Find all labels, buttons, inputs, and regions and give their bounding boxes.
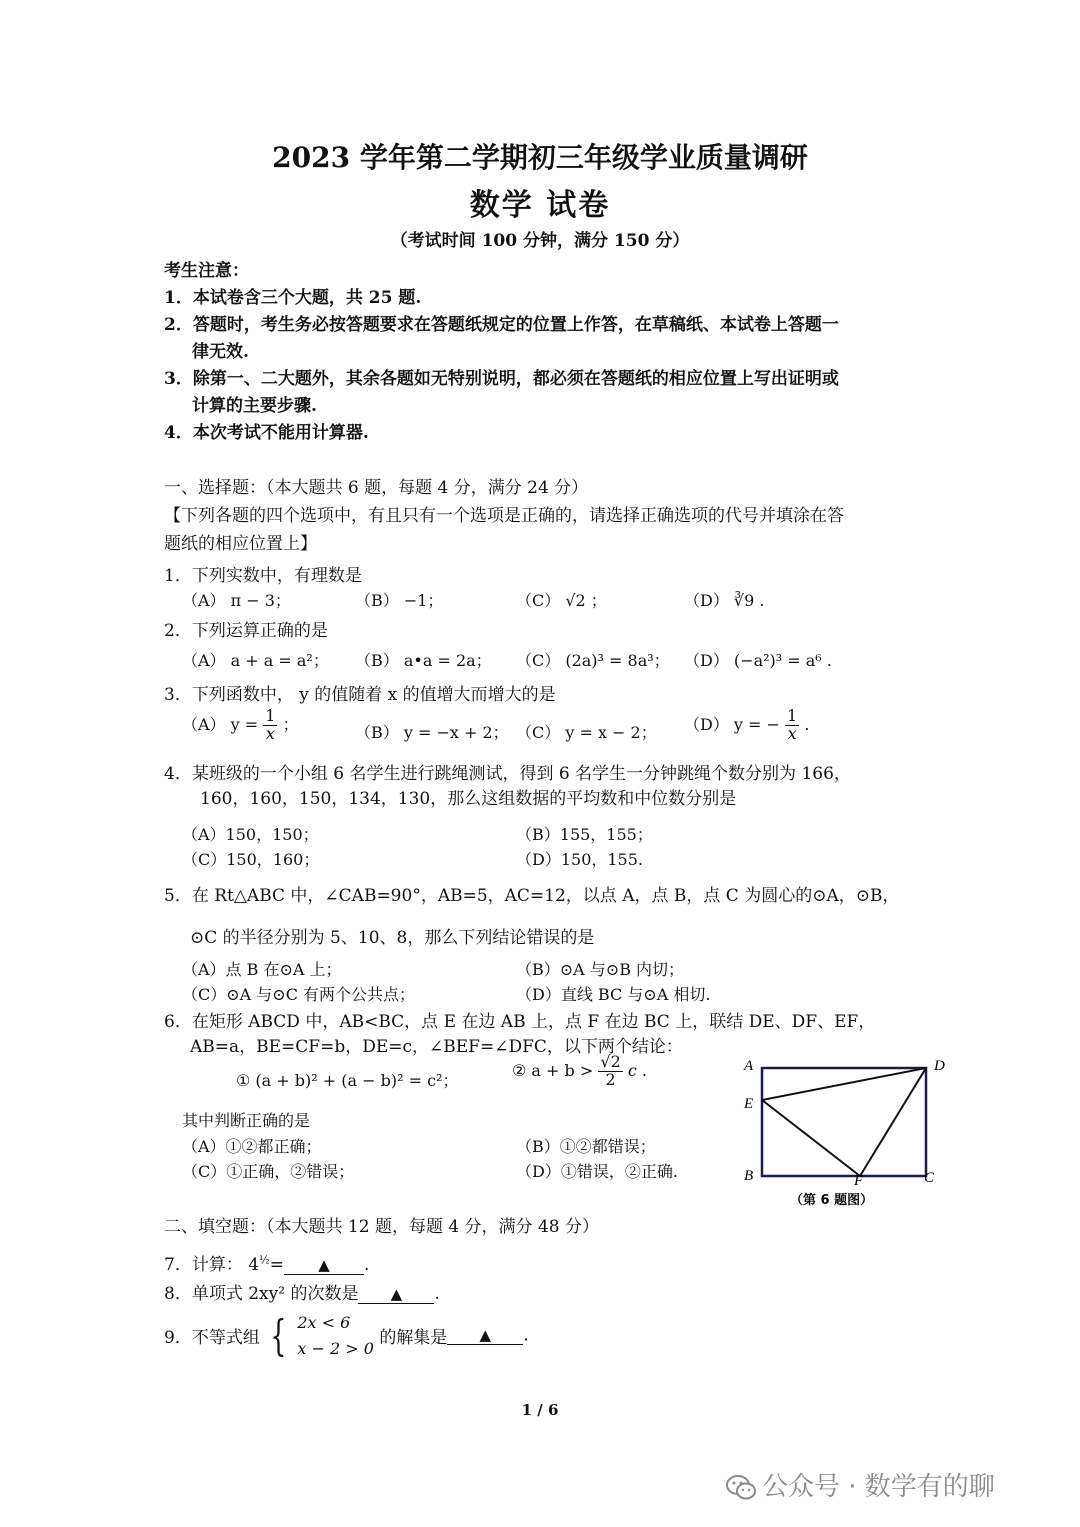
q3-option-d [684, 708, 809, 743]
page-number: 1 / 6 [521, 1401, 559, 1419]
q6-conclusion-2-fraction [598, 1054, 622, 1089]
q8-answer-blank[interactable]: ▲ [358, 1285, 434, 1304]
q3-option-b: （B） y = −x + 2； [355, 723, 509, 742]
page-title: 2023 学年第二学期初三年级学业质量调研 [272, 141, 808, 174]
q6-option-c: （C）①正确，②错误； [182, 1162, 355, 1181]
q1-option-a: （A） π − 3； [182, 591, 291, 610]
q4-stem-2: 160，160，150，134，130，那么这组数据的平均数和中位数分别是 [200, 789, 737, 809]
watermark [726, 1466, 995, 1503]
q3-option-a-fraction [263, 708, 277, 743]
q8 [164, 1279, 440, 1304]
q8-end: . [434, 1284, 440, 1304]
q4-option-a: （A）150，150； [182, 825, 319, 844]
section1-instruction-1: 【下列各题的四个选项中，有且只有一个选项是正确的，请选择正确选项的代号并填涂在答 [164, 506, 844, 526]
q6-conclusion-2-post: c . [627, 1060, 647, 1080]
q3-stem: 3．下列函数中， y 的值随着 x 的值增大而增大的是 [164, 685, 556, 705]
q4-option-c: （C）150，160； [182, 850, 320, 869]
notice-item-3: 3．除第一、二大题外，其余各题如无特别说明，都必须在答题纸的相应位置上写出证明或 [164, 369, 839, 389]
q6-conclusion-2-denominator: 2 [605, 1069, 616, 1089]
section1-heading: 一、选择题：（本大题共 6 题，每题 4 分，满分 24 分） [164, 478, 589, 498]
q5-option-a: （A）点 B 在⊙A 上； [182, 960, 342, 979]
q3-option-a-numerator: 1 [265, 706, 276, 725]
notice-heading: 考生注意： [164, 261, 249, 281]
q1-option-c: （C） √2 ； [516, 591, 607, 610]
q9-pre: 9．不等式组 [164, 1328, 260, 1349]
notice-item-2: 2．答题时，考生务必按答题要求在答题纸规定的位置上作答，在草稿纸、本试卷上答题一 [164, 315, 839, 335]
q7 [164, 1250, 369, 1275]
q3-option-a-denominator: x [265, 723, 275, 743]
q7-equals: = [269, 1255, 284, 1275]
q6-label-f: F [854, 1173, 864, 1189]
q6-label-d: D [934, 1058, 945, 1074]
q6-option-b: （B）①②都错误； [516, 1137, 656, 1156]
q6-label-c: C [924, 1170, 935, 1186]
q2-option-c: （C） (2a)³ = 8a³； [516, 651, 670, 670]
q9-brace: { [270, 1310, 287, 1360]
q3-option-d-numerator: 1 [787, 706, 798, 725]
watermark-text: 公众号 · 数学有的聊 [762, 1472, 995, 1502]
q2-stem: 2．下列运算正确的是 [164, 621, 328, 641]
q3-option-d-post: . [804, 714, 810, 734]
q3-option-c: （C） y = x − 2； [516, 723, 657, 742]
q6-judge: 其中判断正确的是 [182, 1111, 311, 1130]
q7-end: . [363, 1255, 370, 1275]
q7-exponent: ½ [259, 1253, 270, 1267]
q9-inequality-1: 2x < 6 [297, 1313, 351, 1332]
q6-stem-1: 6．在矩形 ABCD 中，AB<BC，点 E 在边 AB 上，点 F 在边 BC 上，联结 DE、DF、EF， [164, 1012, 876, 1032]
notice-item-2-cont: 律无效. [192, 342, 249, 362]
q9-mid: 的解集是 [379, 1328, 448, 1349]
q3-option-a-pre: （A） y = [182, 714, 259, 734]
q2-option-d: （D） (−a²)³ = a⁶ . [684, 651, 832, 670]
q7-pre: 7．计算： 4 [164, 1255, 260, 1275]
q6-conclusion-2-pre: ② a + b > [512, 1060, 594, 1080]
q4-option-b: （B）155，155； [516, 825, 653, 844]
q4-stem-1: 4．某班级的一个小组 6 名学生进行跳绳测试，得到 6 名学生一分钟跳绳个数分别为 166， [164, 764, 851, 784]
q5-stem-2: ⊙C 的半径分别为 5、10、8，那么下列结论错误的是 [190, 928, 595, 948]
q5-option-d: （D）直线 BC 与⊙A 相切. [516, 985, 711, 1004]
q4-option-d: （D）150，155. [516, 850, 643, 869]
q2-option-b: （B） a•a = 2a； [355, 651, 492, 670]
q5-stem-1: 5．在 Rt△ABC 中，∠CAB=90°，AB=5，AC=12，以点 A，点 B，点 C 为圆心的⊙A，⊙B， [164, 886, 900, 906]
q6-label-e: E [744, 1096, 754, 1112]
q3-option-d-pre: （D） y = − [684, 714, 780, 734]
q6-label-a: A [744, 1058, 754, 1074]
notice-item-3-cont: 计算的主要步骤. [192, 396, 317, 416]
q9-system [297, 1310, 374, 1361]
q6-conclusion-2 [512, 1054, 647, 1089]
q6-figure-caption: （第 6 题图） [790, 1193, 874, 1208]
exam-info: （考试时间 100 分钟，满分 150 分） [390, 231, 690, 251]
page-subtitle: 数学 试卷 [469, 188, 611, 223]
q9-end: . [523, 1325, 529, 1346]
q8-pre: 8．单项式 2xy² 的次数是 [164, 1284, 359, 1304]
q6-option-a: （A）①②都正确； [182, 1137, 322, 1156]
section2-heading: 二、填空题：（本大题共 12 题，每题 4 分，满分 48 分） [164, 1217, 600, 1237]
q6-label-b: B [744, 1168, 754, 1184]
q1-option-d: （D） ∛9 . [684, 591, 765, 610]
q6-option-d: （D）①错误，②正确. [516, 1162, 678, 1181]
q9-inequality-2: x − 2 > 0 [297, 1338, 374, 1358]
q2-option-a: （A） a + a = a²； [182, 651, 329, 670]
section1-instruction-2: 题纸的相应位置上】 [164, 534, 317, 554]
q6-segment-df [860, 1068, 926, 1176]
q1-option-b: （B） −1； [355, 591, 444, 610]
q5-option-b: （B）⊙A 与⊙B 内切； [516, 960, 685, 979]
q5-option-c: （C）⊙A 与⊙C 有两个公共点； [182, 985, 416, 1004]
q6-segment-ef [762, 1100, 860, 1176]
q7-answer-blank[interactable]: ▲ [284, 1256, 364, 1275]
q3-option-a [182, 708, 299, 743]
notice-item-4: 4．本次考试不能用计算器. [164, 423, 369, 443]
q9-answer-blank[interactable]: ▲ [447, 1326, 523, 1345]
q9 [164, 1310, 529, 1361]
q3-option-d-fraction [785, 708, 799, 743]
wechat-icon [726, 1475, 756, 1501]
q6-figure [738, 1054, 958, 1214]
q6-conclusion-2-numerator: √2 [600, 1052, 621, 1071]
q3-option-a-post: ； [282, 714, 299, 734]
q6-conclusion-1: ① (a + b)² + (a − b)² = c²； [236, 1071, 459, 1090]
q3-option-d-denominator: x [787, 723, 797, 743]
notice-item-1: 1．本试卷含三个大题，共 25 题. [164, 288, 422, 308]
q1-stem: 1．下列实数中，有理数是 [164, 566, 362, 586]
q6-stem-2: AB=a，BE=CF=b，DE=c，∠BEF=∠DFC，以下两个结论： [190, 1037, 683, 1057]
q6-segment-ed [762, 1068, 926, 1100]
